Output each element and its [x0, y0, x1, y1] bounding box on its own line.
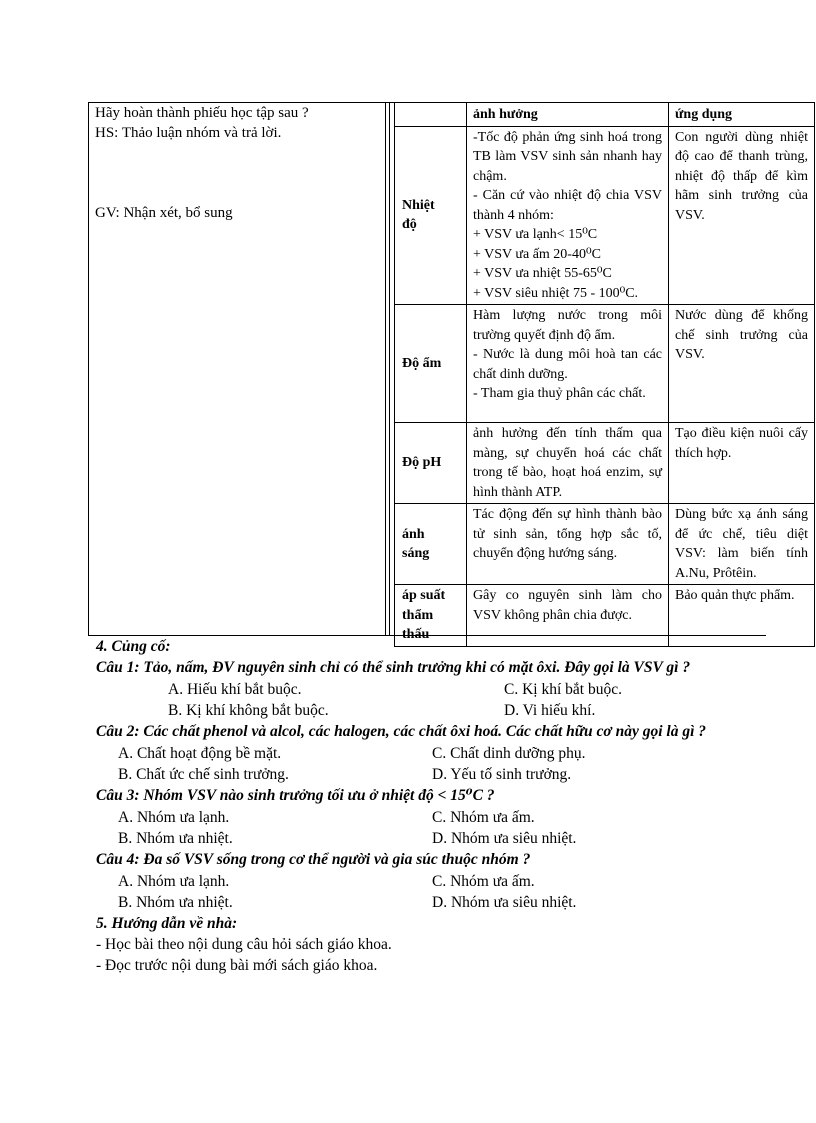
- effect-cell: [467, 305, 669, 423]
- option-b: B. Nhóm ưa nhiệt.: [118, 894, 233, 911]
- factor-label: áp suất: [402, 588, 446, 603]
- options-row: [96, 679, 786, 700]
- table-row: [395, 423, 815, 504]
- teacher-activity-text: GV: Nhận xét, bổ sung: [95, 205, 233, 221]
- teacher-student-column: [95, 103, 380, 223]
- effect-line: ảnh hưởng đến tính thấm qua màng, sự chuyển hoá các chất trong tế bào, hoạt hoá enzim, sự hình thành ATP.: [473, 426, 662, 500]
- double-divider: [385, 102, 390, 636]
- options-row: [96, 700, 786, 721]
- homework-item: - Học bài theo nội dung câu hỏi sách giáo khoa.: [96, 936, 392, 953]
- factor-label: Nhiệt: [402, 197, 435, 213]
- header-effect: ảnh hưởng: [467, 103, 669, 127]
- option-c: C. Nhóm ưa ấm.: [432, 873, 535, 890]
- options-row: [96, 828, 786, 849]
- effect-line: - Nước là dung môi hoà tan các chất dinh dưỡng.: [473, 347, 662, 382]
- review-section: [96, 636, 786, 976]
- factor-label: sáng: [402, 546, 430, 561]
- student-activity-text: HS: Thảo luận nhóm và trả lời.: [95, 125, 282, 141]
- option-a: A. Hiếu khí bắt buộc.: [168, 681, 302, 698]
- application-cell: Dùng bức xạ ánh sáng để ức chế, tiêu diệt VSV: làm biến tính A.Nu, Prôtêin.: [669, 504, 815, 585]
- table-row: [395, 126, 815, 305]
- option-b: B. Nhóm ưa nhiệt.: [118, 830, 233, 847]
- option-a: A. Chất hoạt động bề mặt.: [118, 745, 282, 762]
- factor-label: Độ ẩm: [402, 355, 442, 371]
- factor-label: Độ pH: [402, 455, 442, 471]
- homework-item: - Đọc trước nội dung bài mới sách giáo khoa.: [96, 957, 378, 974]
- effect-cell: [467, 423, 669, 504]
- options-row: [96, 892, 786, 913]
- table-row: [395, 504, 815, 585]
- effect-line: -Tốc độ phản ứng sinh hoá trong TB làm VSV sinh sản nhanh hay chậm.: [473, 129, 662, 184]
- effect-line: Tác động đến sự hình thành bào tử sinh sản, tổng hợp sắc tố, chuyển động hướng sáng.: [473, 507, 662, 561]
- effect-line: Gây co nguyên sinh làm cho VSV không phân chia được.: [473, 588, 662, 623]
- effect-line: + VSV ưa lạnh< 15⁰C: [473, 227, 598, 242]
- option-c: C. Kị khí bắt buộc.: [504, 681, 622, 698]
- section-heading-review: 4. Củng cố:: [96, 638, 171, 655]
- question-1: Câu 1: Tảo, nấm, ĐV nguyên sinh chỉ có thể sinh trưởng khi có mặt ôxi. Đây gọi là VSV gì ?: [96, 659, 691, 676]
- option-b: B. Kị khí không bắt buộc.: [168, 702, 329, 719]
- factor-label: độ: [402, 217, 417, 233]
- worksheet-table-wrapper: [394, 102, 808, 642]
- option-a: A. Nhóm ưa lạnh.: [118, 873, 230, 890]
- table-row: [395, 305, 815, 423]
- option-c: C. Nhóm ưa ấm.: [432, 809, 535, 826]
- effect-line: Hàm lượng nước trong môi trường quyết định độ ẩm.: [473, 308, 662, 343]
- effect-cell: [467, 126, 669, 305]
- section-heading-homework: 5. Hướng dẫn về nhà:: [96, 915, 238, 932]
- factor-label: thẩm: [402, 607, 434, 623]
- options-row: [96, 807, 786, 828]
- effect-line: - Tham gia thuỷ phân các chất.: [473, 386, 646, 401]
- question-4: Câu 4: Đa số VSV sống trong cơ thể người và gia súc thuộc nhóm ?: [96, 851, 531, 868]
- factor-cell: [395, 305, 467, 423]
- factor-label: thấu: [402, 627, 430, 642]
- worksheet-table: [394, 102, 815, 647]
- application-cell: Bảo quản thực phẩm.: [669, 585, 815, 647]
- option-d: D. Yếu tố sinh trưởng.: [432, 766, 572, 783]
- option-b: B. Chất ức chế sinh trưởng.: [118, 766, 289, 783]
- options-row: [96, 871, 786, 892]
- options-row: [96, 743, 786, 764]
- options-row: [96, 764, 786, 785]
- table-header-row: [395, 103, 815, 127]
- application-cell: Nước dùng để khống chế sinh trưởng của VSV.: [669, 305, 815, 423]
- factor-label: ánh: [402, 526, 425, 542]
- factor-cell: [395, 126, 467, 305]
- application-cell: Con người dùng nhiệt độ cao để thanh trùng, nhiệt độ thấp để kìm hãm sinh trưởng của VSV.: [669, 126, 815, 305]
- header-application: ứng dụng: [669, 103, 815, 127]
- option-d: D. Nhóm ưa siêu nhiệt.: [432, 830, 577, 847]
- factor-cell: [395, 423, 467, 504]
- application-cell: Tạo điều kiện nuôi cấy thích hợp.: [669, 423, 815, 504]
- option-c: C. Chất dinh dưỡng phụ.: [432, 745, 586, 762]
- question-3: Câu 3: Nhóm VSV nào sinh trưởng tối ưu ở nhiệt độ < 15⁰C ?: [96, 787, 495, 804]
- effect-cell: [467, 504, 669, 585]
- effect-line: - Căn cứ vào nhiệt độ chia VSV thành 4 nhóm:: [473, 188, 662, 223]
- option-a: A. Nhóm ưa lạnh.: [118, 809, 230, 826]
- effect-line: + VSV siêu nhiệt 75 - 100⁰C.: [473, 285, 639, 301]
- effect-line: + VSV ưa nhiệt 55-65⁰C: [473, 266, 612, 281]
- header-factor-cell: [395, 103, 467, 127]
- option-d: D. Nhóm ưa siêu nhiệt.: [432, 894, 577, 911]
- option-d: D. Vi hiếu khí.: [504, 702, 596, 719]
- effect-line: + VSV ưa ấm 20-40⁰C: [473, 246, 601, 262]
- factor-cell: [395, 504, 467, 585]
- question-2: Câu 2: Các chất phenol và alcol, các halogen, các chất ôxi hoá. Các chất hữu cơ này gọi là gì ?: [96, 723, 707, 740]
- instruction-text: Hãy hoàn thành phiếu học tập sau ?: [95, 105, 309, 121]
